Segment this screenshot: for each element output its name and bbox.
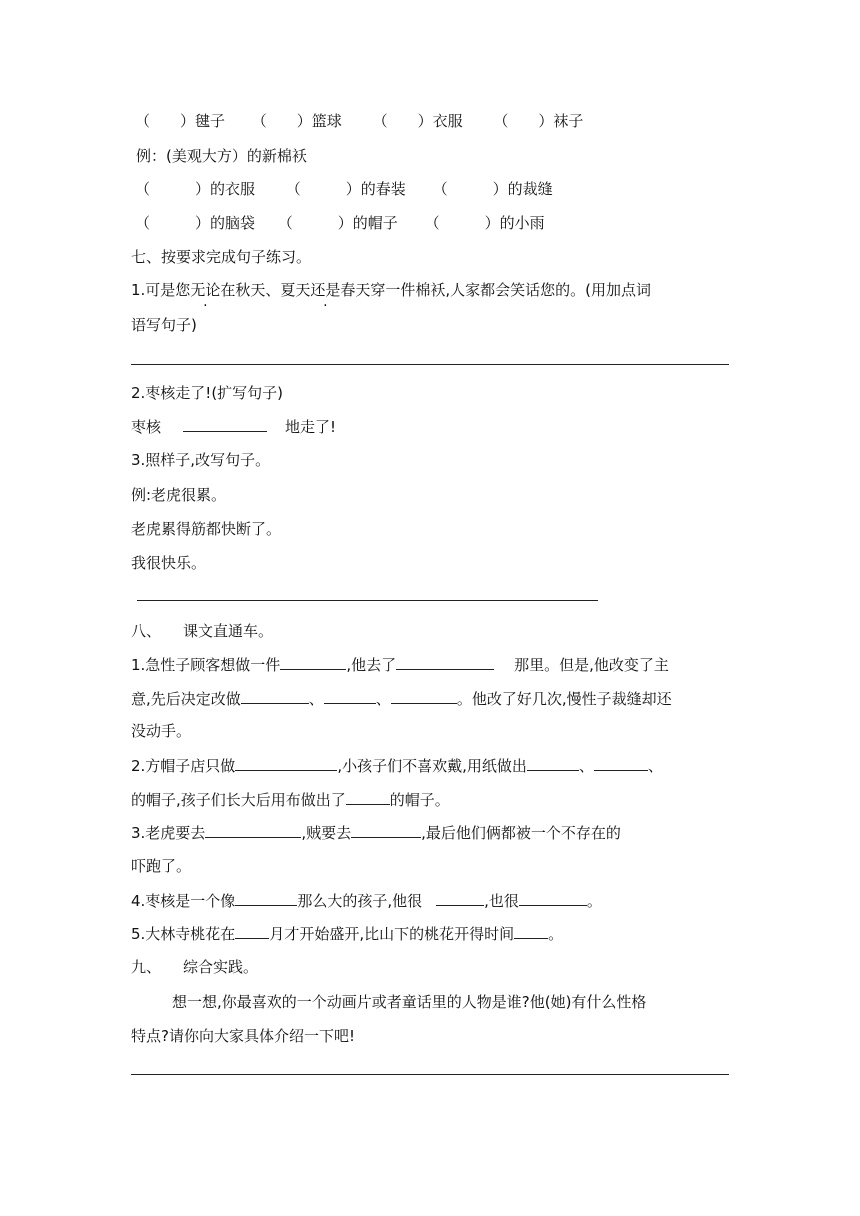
question-8-1: 1.急性子顾客想做一件 ,他去了 那里。但是,他改变了主 [131,653,669,676]
answer-blank[interactable] [436,889,484,906]
adj-item: （ ）的裁缝 [432,180,553,198]
answer-blank[interactable] [514,922,548,939]
answer-blank[interactable] [391,687,457,704]
section-9-title: 九、 综合实践。 [131,958,259,976]
answer-blank[interactable] [241,687,309,704]
adj-item: （ ）的春装 [285,180,406,198]
answer-line[interactable] [131,364,729,365]
section-8-title: 八、 课文直通车。 [131,622,274,640]
question-8-2-cont: 的帽子,孩子们长大后用布做出了 的帽子。 [131,788,450,811]
adj-row-3 [135,212,545,234]
answer-line[interactable] [137,600,598,601]
question-7-2-answer: 枣核 地走了! [131,415,336,438]
example-sentence-2: 老虎累得筋都快断了。 [131,520,282,538]
adj-item: （ ）袜子 [493,112,584,130]
adj-item: （ ）的脑袋 [135,214,256,232]
adj-item: （ ）衣服 [372,112,463,130]
question-8-5: 5.大林寺桃花在 月才开始盛开,比山下的桃花开得时间 。 [131,922,563,945]
question-8-3: 3.老虎要去 ,贼要去 ,最后他们俩都被一个不存在的 [131,821,621,844]
question-7-3: 3.照样子,改写句子。 [131,451,271,469]
question-7-2: 2.枣核走了!(扩写句子) [131,384,284,402]
section-9-paragraph-1: 想一想,你最喜欢的一个动画片或者童话里的人物是谁?他(她)有什么性格 [172,993,647,1011]
answer-blank[interactable] [205,821,301,838]
question-7-1-cont: 语写句子) [131,316,197,334]
answer-blank[interactable] [235,889,297,906]
task-sentence: 我很快乐。 [131,554,207,572]
answer-blank[interactable] [235,922,269,939]
example-line: 例：(美观大方）的新棉袄 [136,147,307,165]
answer-blank[interactable] [351,821,421,838]
adj-item: （ ）的帽子 [277,214,398,232]
answer-line[interactable] [131,1074,729,1075]
answer-blank[interactable] [346,788,390,805]
answer-blank[interactable] [594,754,648,771]
adj-item: （ ）篮球 [251,112,342,130]
adj-item: （ ）的小雨 [424,214,545,232]
answer-blank[interactable] [527,754,579,771]
answer-blank[interactable] [235,754,337,771]
section-7-title: 七、按要求完成句子练习。 [131,248,312,266]
adj-row-1 [135,110,583,132]
section-9-paragraph-2: 特点?请你向大家具体介绍一下吧! [131,1027,355,1045]
answer-blank[interactable] [324,687,376,704]
answer-blank[interactable] [396,653,494,670]
answer-blank[interactable] [280,653,346,670]
question-8-1-cont: 意,先后决定改做 、 、 。他改了好几次,慢性子裁缝却还 [131,687,672,710]
question-8-2: 2.方帽子店只做 ,小孩子们不喜欢戴,用纸做出 、 、 [131,754,663,777]
adj-item: （ ）毽子 [135,112,226,130]
dotted-word: 无论 [190,281,221,299]
adj-item: （ ）的衣服 [135,180,256,198]
question-8-4: 4.枣核是一个像 那么大的孩子,他很 ,也很 。 [131,889,602,912]
question-8-1-end: 没动手。 [131,722,192,740]
question-7-1: 1.可是您无论在秋天、夏天还是春天穿一件棉袄,人家都会笑话您的。(用加点词 [131,281,651,299]
dotted-word: 还是 [310,281,341,299]
question-8-3-cont: 吓跑了。 [131,857,192,875]
adj-row-2 [135,178,553,200]
example-sentence-1: 例:老虎很累。 [131,486,227,504]
answer-blank[interactable] [519,889,587,906]
answer-blank[interactable] [183,415,267,432]
